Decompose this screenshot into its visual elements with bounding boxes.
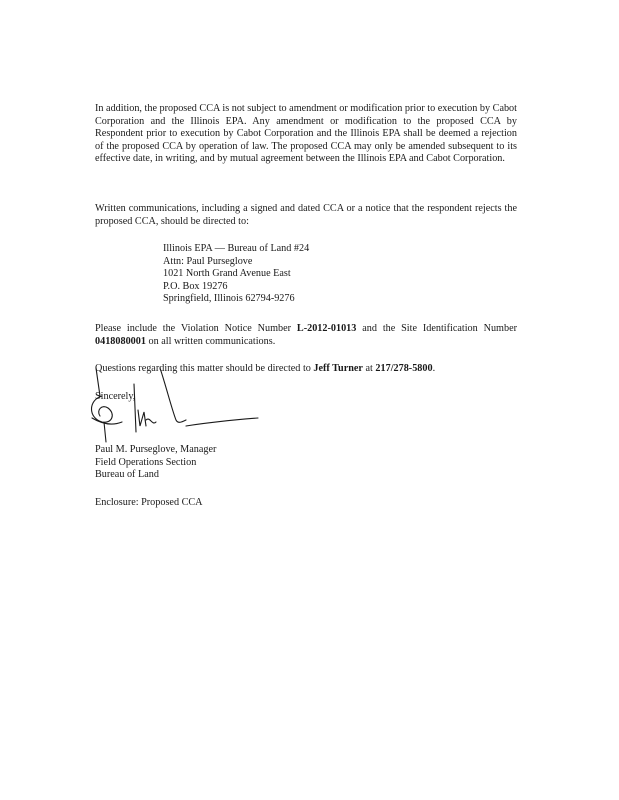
signatory-section: Field Operations Section <box>95 456 197 468</box>
enclosure-note: Enclosure: Proposed CCA <box>95 497 203 508</box>
contact-name: Jeff Turner <box>313 363 363 374</box>
handwritten-signature <box>82 366 262 446</box>
contact-phone: 217/278-5800 <box>375 363 433 374</box>
contact-text-c: . <box>432 363 436 374</box>
signatory-bureau: Bureau of Land <box>95 469 159 481</box>
address-line-2: Attn: Paul Purseglove <box>163 255 253 267</box>
paragraph-written-communications: Written communications, including a signed and dated CCA or a notice that the respondent rejects the proposed CCA, should be directed to: <box>95 203 517 227</box>
reference-text-a: Please include the Violation Notice Number <box>95 323 297 334</box>
violation-notice-number: L-2012-01013 <box>296 323 357 334</box>
address-line-1: Illinois EPA — Bureau of Land #24 <box>163 243 310 254</box>
address-line-3: 1021 North Grand Avenue East <box>163 268 291 280</box>
site-identification-number: 0418080001 <box>95 335 146 347</box>
signatory-block <box>95 444 216 482</box>
reference-text-b: and the Site Identification Number <box>356 323 517 334</box>
reference-text-c: on all written communications. <box>145 335 276 347</box>
contact-text-a: Questions regarding this matter should be directed to <box>95 363 314 374</box>
contact-text-b: at <box>362 363 376 374</box>
signatory-name-title: Paul M. Purseglove, Manager <box>95 444 217 455</box>
paragraph-amendment-terms: In addition, the proposed CCA is not subject to amendment or modification prior to execution by Cabot Corporation and the Illinois EPA. Any amendment or modification to the proposed CCA by Respondent prior to execution by Cabot Corporation and the Illinois EPA shall be deemed a rejection of the proposed CCA by operation of law. The proposed CCA may only be amended subsequent to its effective date, in writing, and by mutual agreement between the Illinois EPA and Cabot Corporation. <box>95 103 517 165</box>
address-line-4: P.O. Box 19276 <box>163 280 228 292</box>
address-line-5: Springfield, Illinois 62794-9276 <box>163 293 295 305</box>
paragraph-reference-numbers <box>95 323 517 348</box>
closing-salutation: Sincerely, <box>95 391 136 402</box>
mailing-address <box>163 243 309 306</box>
